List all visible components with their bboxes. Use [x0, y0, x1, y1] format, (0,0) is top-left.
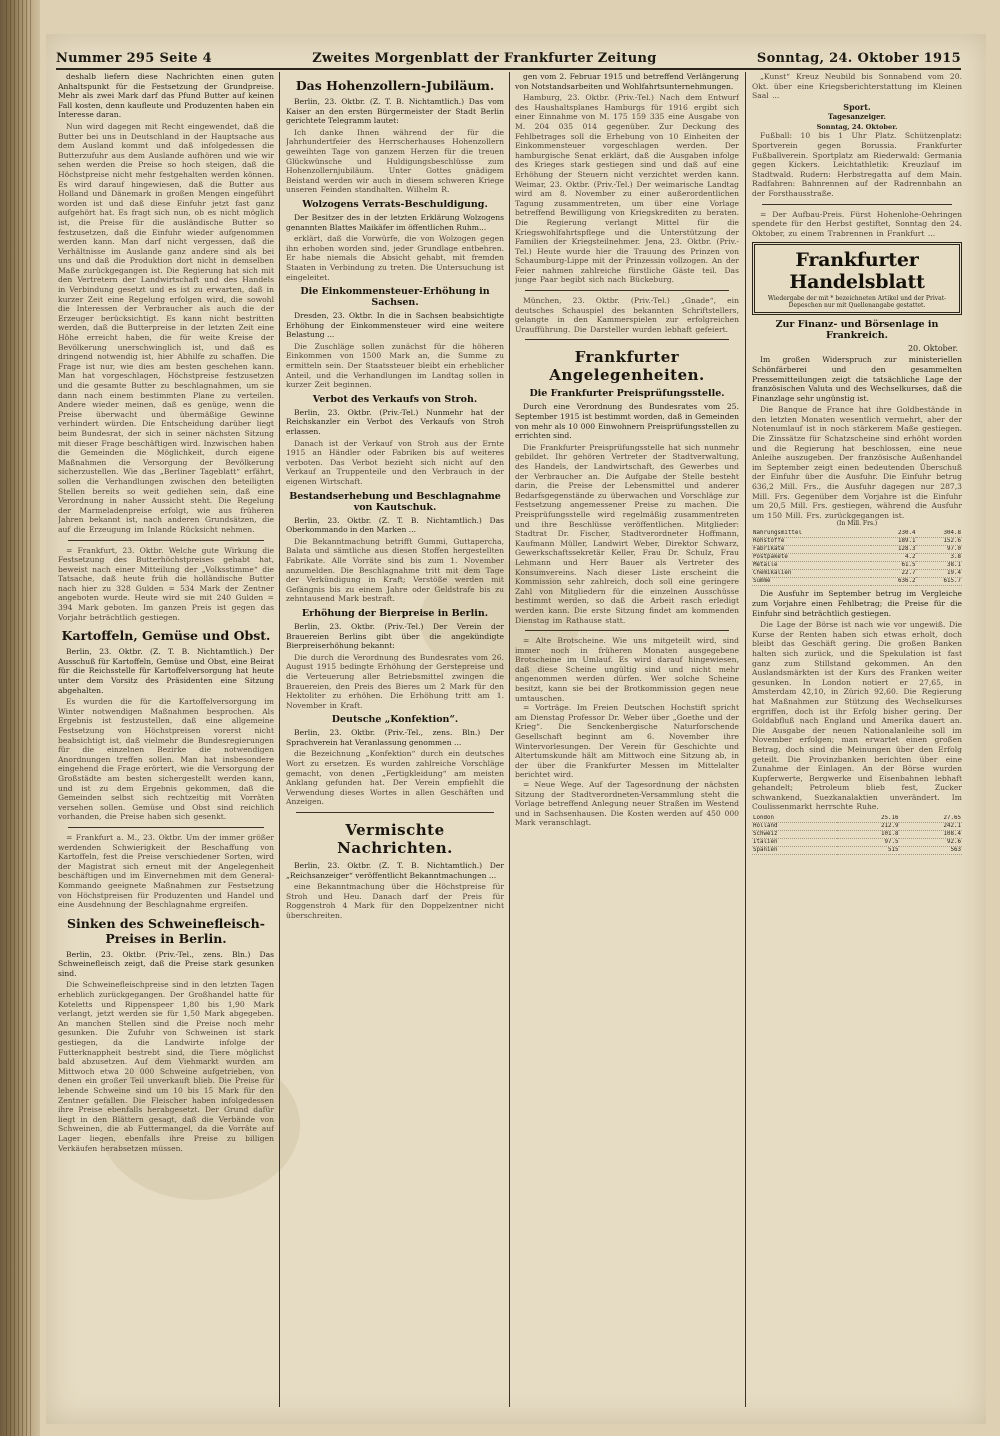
separator [68, 827, 264, 828]
table-cell: 108.4 [899, 831, 962, 839]
column-4 [752, 72, 962, 1412]
body-text: München, 23. Oktbr. (Priv.-Tel.) „Gnade“, ein deutsches Schauspiel des bekannten Schriftstellers, gelangte in den Kammerspielen zur erfolgreichen Uraufführung. Die Darsteller wurden lebhaft gefeiert. [515, 296, 739, 334]
column-rule [509, 72, 510, 1407]
table-cell: 636.2 [871, 578, 917, 586]
separator [762, 204, 952, 205]
table-row [752, 570, 962, 578]
body-text: Nun wird dagegen mit Recht eingewendet, daß die Butter bei uns in Deutschland in der Hauptsache aus dem Ausland kommt und daß infolgedessen die Butterzufuhr aus dem Auslande aufhören und wie wir sehen werden die Preise so hoch steigen, daß die Höchstpreise nicht mehr festgehalten werden können. Es wird darauf hingewiesen, daß die Butter aus Holland und Dänemark in großen Mengen eingeführt worden ist und daß diese Einfuhr jetzt fast ganz aufgehört hat. Es fragt sich nun, ob es nicht möglich ist, die Preise für die ausländische Butter so festzusetzen, daß die Einfuhr wieder aufgenommen werden kann. Man darf nicht vergessen, daß die Verhältnisse im Auslande ganz andere sind als bei uns und daß die Produktion dort nicht in demselben Maße zurückgegangen ist. Die Regierung hat sich mit den Vertretern der Landwirtschaft und des Handels in Verbindung gesetzt und es ist zu erwarten, daß in kurzer Zeit eine Regelung erfolgen wird, die sowohl die Interessen der Verbraucher als auch die der Erzeuger berücksichtigt. Es kann nicht bestritten werden, daß die Butterpreise in der letzten Zeit eine Höhe erreicht haben, die für weite Kreise der Bevölkerung unerschwinglich ist, und daß es dringend notwendig ist, hier Abhilfe zu schaffen. Die Frage ist nur, wie dies am besten geschehen kann. Man hat vorgeschlagen, Höchstpreise festzusetzen und die gesamte Butter zu beschlagnahmen, um sie dann nach einem bestimmten Plane zu verteilen. Andere wieder meinen, daß es genüge, wenn die Preise überwacht und übermäßige Gewinne verhindert würden. Die Entscheidung darüber liegt beim Bundesrat, der sich in seiner nächsten Sitzung mit dieser Frage beschäftigen wird. Inzwischen haben die Gemeinden die Möglichkeit, durch eigene Maßnahmen die Versorgung der Bevölkerung sicherzustellen. Wie das „Berliner Tageblatt“ erfährt, sollen die Verhandlungen zwischen den beteiligten Stellen bereits so weit gediehen sein, daß eine Verordnung in naher Aussicht steht. Die Regelung der Marmeladenpreise erfolgt, wie aus früheren Jahren bekannt ist, nach anderen Grundsätzen, die auf die Erzeugung im Inlande Rücksicht nehmen. [58, 121, 274, 534]
table-cell: 38.1 [916, 562, 962, 570]
table-cell: 189.1 [871, 538, 917, 546]
dateline: 20. Oktober. [907, 344, 958, 354]
table-cell: 230.4 [871, 530, 917, 538]
body-text: Die Zuschläge sollen zunächst für die höheren Einkommen von 1500 Mark an, die Summe zu ermitteln sein. Der Staatssteuer bleibt ein erheblicher Anteil, und die Verhandlungen im Landtag sollen in kurzer Zeit beginnen. [286, 341, 504, 390]
body-text: Danach ist der Verkauf von Stroh aus der Ernte 1915 an Händler oder Fabriken bis auf weiteres verboten. Das Verbot bezieht sich nicht auf den Verkauf an Truppenteile und den Verbrauch in der eigenen Wirtschaft. [286, 438, 504, 486]
table-cell: 25.16 [837, 815, 900, 823]
table-cell: Holland [752, 823, 837, 831]
table-cell: 97.0 [916, 546, 962, 554]
table-cell: 128.3 [871, 546, 917, 554]
table-cell: Rohstoffe [752, 538, 871, 546]
table-row [752, 839, 962, 847]
table-cell: Metalle [752, 562, 871, 570]
body-text: Fußball: 10 bis 1 Uhr Platz. Schützenplatz: Sportverein gegen Borussia. Frankfurter Fußballverein. Sportplatz am Riederwald: Germania gegen Kickers. Leichtathletik: Kreuzlauf im Stadtwald. Rudern: Herbstregatta auf dem Main. Radfahren: Bahnrennen auf der Radrennbahn an der Forsthausstraße. [752, 131, 962, 198]
header-center: Zweites Morgenblatt der Frankfurter Zeitung [312, 50, 657, 66]
book-binding [0, 0, 40, 1436]
body-text: „Kunst“ Kreuz Neubild bis Sonnabend vom 20. Okt. über eine Kriegsberichterstattung im Kleinen Saal ... [752, 72, 962, 101]
section-title: Sinken des Schweinefleisch-Preises in Berlin. [67, 915, 265, 946]
table-cell: 19.4 [916, 570, 962, 578]
section-title: Zur Finanz- und Börsenlage in Frankreich. [775, 319, 939, 342]
body-text: Es wurden die für die Kartoffelversorgung im Winter notwendigen Maßnahmen besprochen. Als Ergebnis ist festzustellen, daß eine allgemeine Festsetzung von Höchstpreisen vorerst nicht beabsichtigt ist, daß vielmehr die Bundesregierungen für die einzelnen Bezirke die notwendigen Anordnungen treffen sollen. Man hat insbesondere eingehend die Frage erörtert, wie die Versorgung der Großstädte am besten sichergestellt werden kann, und ist zu dem Ergebnis gekommen, daß die Gemeinden selbst sich rechtzeitig mit Vorräten versehen sollen. Gemüse und Obst sind reichlich vorhanden, die Preise haben sich gesenkt. [58, 697, 274, 822]
table-cell: Nahrungsmittel [752, 530, 871, 538]
body-text: = Frankfurt, 23. Oktbr. Welche gute Wirkung die Festsetzung des Butterhöchstpreises gehabt hat, beweist nach einer Mitteilung der „Volksstimme“ die Tatsache, daß heute früh die holländische Butter nach hier zu 328 Gulden = 534 Mark der Zentner angeboten wurde. Heute wird sie mit 240 Gulden = 394 Mark geboten. Im ganzen Preis ist gegen das Vorjahr beträchtlich gestiegen. [58, 545, 274, 622]
body-text: = Der Aufbau-Preis. Fürst Hohenlohe-Oehringen spendete für den Herbst gestiftet, Sonntag den 24. Oktober, zu einem Trabrennen in Frankfurt ... [752, 209, 962, 238]
table-row [752, 530, 962, 538]
body-text: = Vorträge. Im Freien Deutschen Hochstift spricht am Dienstag Professor Dr. Weber über „Goethe und der Krieg“. Die Senckenbergische Naturforschende Gesellschaft beginnt am 6. November ihre Wintervorlesungen. Der Verein für Geschichte und Altertumskunde hält am Mittwoch eine Sitzung ab, in der über die Frankfurter Messen im Mittelalter berichtet wird. [515, 703, 739, 780]
body-text: Die Bekanntmachung betrifft Gummi, Guttapercha, Balata und sämtliche aus diesen Stoffen hergestellten Fabrikate. Alle Vorräte sind bis zum 1. November anzumelden. Die Beschlagnahme tritt mit dem Tage der Verkündigung in Kraft; Verstöße werden mit Gefängnis bis zu einem Jahre oder Geldstrafe bis zu zehntausend Mark bestraft. [286, 536, 504, 604]
column-rule [745, 72, 746, 1407]
table-cell: 61.5 [871, 562, 917, 570]
column-intro: gen vom 2. Februar 1915 und betreffend Verlängerung von Notstandsarbeiten und Wohlfahrtsunternehmungen. [515, 72, 739, 91]
section-text: Berlin, 23. Oktbr. (Priv.-Tel., zens. Bln.) Das Schweinefleisch zeigt, daß die Preise stark gesunken sind. [58, 949, 274, 978]
column-1 [58, 72, 274, 1412]
section-text: Berlin, 23. Oktbr. (Z. T. B. Nichtamtlich.) Das vom Kaiser an den ersten Bürgermeister der Stadt Berlin gerichtete Telegramm lautet: [286, 97, 504, 126]
header-right: Sonntag, 24. Oktober 1915 [756, 50, 961, 66]
section-title: Die Frankfurter Preisprüfungsstelle. [529, 388, 725, 400]
section-text: Berlin, 23. Oktbr. (Priv.-Tel.) Der Verein der Brauereien Berlins gibt über die angekündigte Bierpreiserhöhung bekannt: [286, 621, 504, 651]
section-text: Berlin, 23. Oktbr. (Z. T. B. Nichtamtlich.) Der „Reichsanzeiger“ veröffentlicht Bekanntmachungen ... [286, 861, 504, 880]
table-cell: Schweiz [752, 831, 837, 839]
table-cell: 92.6 [899, 839, 962, 847]
section-title: Die Einkommensteuer-Erhöhung in Sachsen. [300, 286, 490, 309]
body-text: Die Lage der Börse ist nach wie vor ungewiß. Die Kurse der Renten haben sich etwas erholt, doch bleibt das Geschäft gering. Die großen Banken halten sich zurück, und die Spekulation ist fast ganz zum Stillstand gekommen. An den Auslandsmärkten ist der Kurs des Franken weiter gesunken. In London notiert er 27,65, in Amsterdam 42,10, in Zürich 92,60. Die Regierung hat Maßnahmen zur Stützung des Wechselkurses ergriffen, doch ist ihr Erfolg bisher gering. Der Goldabfluß nach England und Amerika dauert an. Die Ausgabe der neuen Nationalanleihe soll im November erfolgen; man erwartet einen großen Betrag, doch sind die Meinungen über den Erfolg geteilt. Die Provinzbanken berichten über eine Zunahme der Einlagen. An der Börse wurden Kupferwerte, Bergwerke und Eisenbahnen lebhaft gehandelt; Petroleum blieb fest, Zucker schwankend, Suezkanalaktien unverändert. Im Coulissenmarkt herrschte Ruhe. [752, 620, 962, 812]
table-cell: Postpakete [752, 554, 871, 562]
section-text: Berlin, 23. Oktbr. (Priv.-Tel.) Nunmehr hat der Reichskanzler ein Verbot des Verkaufs von Stroh erlassen. [286, 407, 504, 437]
table-cell: 152.6 [916, 538, 962, 546]
handelsblatt-subtitle: Wiedergabe der mit * bezeichneten Artikel und der Privat-Depeschen nur mit Quellenangabe gestattet. [767, 295, 947, 310]
table-row [752, 554, 962, 562]
section-text: Im großen Widerspruch zur ministeriellen Schönfärberei und den gesammelten Pressemitteilungen zeigt die tatsächliche Lage der französischen Valuta und des Wechselkurses, daß die Finanzlage sehr ungünstig ist. [752, 355, 962, 403]
table-title: (In Mill. Frs.) [836, 520, 878, 528]
table-cell: Chemikalien [752, 570, 871, 578]
table-cell: 3.8 [916, 554, 962, 562]
section-text: Der Besitzer des in der letzten Erklärung Wolzogens genannten Blattes Maikäfer im öffentlichen Ruhm... [286, 212, 504, 232]
table-row [752, 815, 962, 823]
body-text: eine Bekanntmachung über die Höchstpreise für Stroh und Heu. Danach darf der Preis für Roggenstroh 4 Mark für den Doppelzentner nicht überschreiten. [286, 882, 504, 920]
section-text: Berlin, 23. Oktbr. (Z. T. B. Nichtamtlich.) Der Ausschuß für Kartoffeln, Gemüse und Obst, eine Beirat für die Reichsstelle für Kartoffelversorgung hat heute unter dem Vorsitz des Präsidenten eine Sitzung abgehalten. [58, 647, 274, 695]
separator [296, 812, 494, 813]
table-cell: 242.1 [899, 823, 962, 831]
trade-table [752, 530, 962, 586]
body-text: Die Banque de France hat ihre Goldbestände in den letzten Monaten wesentlich vermehrt, aber der Notenumlauf ist in noch stärkerem Maße gestiegen. Die Zinssätze für Schatzscheine sind erhöht worden und die Regierung hat beschlossen, eine neue Anleihe auszugeben. Der französische Außenhandel im September zeigt einen bedeutenden Überschuß der Einfuhr über die Ausfuhr. Die Einfuhr betrug 636,2 Mill. Frs., die Ausfuhr dagegen nur 287,3 Mill. Frs. Gegenüber dem Vorjahre ist die Einfuhr um 20,5 Mill. Frs. gestiegen, während die Ausfuhr um 150 Mill. Frs. zurückgegangen ist. [752, 405, 962, 520]
table-cell: 101.8 [837, 831, 900, 839]
body-text: Die Frankfurter Preisprüfungsstelle hat sich nunmehr gebildet. Ihr gehören Vertreter der Stadtverwaltung, des Handels, der Landwirtschaft, des Gewerbes und der Verbraucher an. Die Aufgabe der Stelle besteht darin, die Preise der Lebensmittel und anderer Bedarfsgegenstände zu überwachen und Vorschläge zur Festsetzung angemessener Preise zu machen. Die Preisprüfungsstelle wird regelmäßig zusammentreten und ihre Beschlüsse veröffentlichen. Mitglieder: Stadtrat Dr. Fischer, Stadtverordneter Hoffmann, Kaufmann Müller, Landwirt Weber, Direktor Schwarz, Gewerkschaftssekretär Keller, Frau Dr. Schulz, Frau Lehmann und Herr Bauer als Vertreter des Konsumvereins. Nach dieser Liste erscheint die Kommission sehr zahlreich, doch soll eine geringere Zahl von Mitgliedern für die einzelnen Ausschüsse bestimmt werden, so daß die Arbeit rasch erledigt werden kann. Die erste Sitzung findet am kommenden Dienstag im Rathause statt. [515, 442, 739, 625]
handelsblatt-title: Frankfurter Handelsblatt [789, 249, 925, 294]
table-cell: 212.9 [837, 823, 900, 831]
page-header [56, 48, 961, 70]
body-text: Ich danke Ihnen während der für die Jahrhundertfeier des Herrscherhauses Hohenzollern geweihten Tage von ganzem Herzen für die treuen Glückwünsche und Huldigungsbeschlüsse zum Hohenzollernjubiläum. Unter Gottes gnädigem Beistand werden wir auch in diesem schweren Kriege unseren Feinden standhalten. Wilhelm R. [286, 127, 504, 195]
section-text: Berlin, 23. Oktbr. (Priv.-Tel., zens. Bln.) Der Sprachverein hat Veranlassung genommen ... [286, 728, 504, 747]
sport-date: Sonntag, 24. Oktober. [816, 123, 898, 132]
table-cell: Summe [752, 578, 871, 586]
separator [525, 290, 729, 291]
body-text: Hamburg, 23. Oktbr. (Priv.-Tel.) Nach dem Entwurf des Haushaltsplanes Hamburgs für 1916 ergibt sich einer Einnahme von M. 175 159 335 eine Ausgabe von M. 204 035 014 gegenüber. Zur Deckung des Fehlbetrages soll die Erhebung von 10 Einheiten der Einkommensteuer vorgeschlagen werden. Der hamburgische Senat erklärt, daß die Ausgaben infolge des Krieges stark gestiegen sind und daß auf eine Erhöhung der Steuern nicht verzichtet werden kann. Weimar, 23. Oktbr. (Priv.-Tel.) Der weimarische Landtag wird am 8. November zu einer außerordentlichen Tagung zusammentreten, um über eine Vorlage betreffend Bewilligung von Kriegskrediten zu beraten. Die Regierung verlangt Mittel für die Kriegswohlfahrtspflege und die Unterstützung der Familien der Kriegsteilnehmer. Jena, 23. Oktbr. (Priv.-Tel.) Heute wurde hier die Trauung des Prinzen von Schaumburg-Lippe mit der Prinzessin vollzogen. An der Feier nahmen zahlreiche fürstliche Gäste teil. Das junge Paar begibt sich nach Bückeburg. [515, 93, 739, 285]
separator [525, 630, 729, 631]
separator [525, 339, 729, 340]
body-text: Die durch die Verordnung des Bundesrates vom 26. August 1915 bedingte Erhöhung der Gerstepreise und die Verteuerung aller Betriebsmittel zwingen die Brauereien, den Preis des Bieres um 2 Mark für den Hektoliter zu erhöhen. Die Erhöhung tritt am 1. November in Kraft. [286, 652, 504, 710]
header-left: Nummer 295 Seite 4 [56, 50, 212, 66]
section-title: Deutsche „Konfektion“. [331, 714, 459, 726]
table-row [752, 538, 962, 546]
column-2 [286, 72, 504, 1412]
table-cell: Italien [752, 839, 837, 847]
table-cell: 304.8 [916, 530, 962, 538]
body-text: = Neue Wege. Auf der Tagesordnung der nächsten Sitzung der Stadtverordneten-Versammlung steht die Vorlage betreffend Anlegung neuer Straßen im Westend und in Sachsenhausen. Die Kosten werden auf 450 000 Mark veranschlagt. [515, 780, 739, 828]
section-title: Bestandserhebung und Beschlagnahme von Kautschuk. [289, 490, 501, 513]
section-title: Kartoffeln, Gemüse und Obst. [61, 628, 271, 644]
table-cell: London [752, 815, 837, 823]
table-cell: 615.7 [916, 578, 962, 586]
table-cell: 515 [837, 847, 900, 855]
sport-box [752, 103, 962, 199]
table-row [752, 823, 962, 831]
section-title: Frankfurter Angelegenheiten. [549, 348, 705, 385]
column-intro: deshalb liefern diese Nachrichten einen guten Anhaltspunkt für die Festsetzung der Grundpreise. Mehr als zwei Mark darf das Pfund Butter auf keinen Fall kosten, denn kaufleute und Produzenten haben ein Interesse daran. [58, 72, 274, 120]
table-row [752, 562, 962, 570]
table-row [752, 546, 962, 554]
table-cell: Fabrikate [752, 546, 871, 554]
table-cell: 563 [899, 847, 962, 855]
section-text: Berlin, 23. Oktbr. (Z. T. B. Nichtamtlich.) Das Oberkommando in den Marken ... [286, 515, 504, 535]
sport-title: Sport. [843, 101, 871, 112]
section-title: Wolzogens Verrats-Beschuldigung. [302, 198, 488, 210]
table-cell: 22.7 [871, 570, 917, 578]
section-title: Erhöhung der Bierpreise in Berlin. [301, 607, 489, 619]
section-text: Dresden, 23. Oktbr. In die in Sachsen beabsichtigte Erhöhung der Einkommensteuer wird eine weitere Belastung ... [286, 311, 504, 340]
binding-stripes [6, 0, 34, 1436]
section-title: Verbot des Verkaufs von Stroh. [312, 393, 478, 405]
table-row [752, 847, 962, 855]
table-cell: 4.2 [871, 554, 917, 562]
body-text: = Frankfurt a. M., 23. Oktbr. Um der immer größer werdenden Schwierigkeit der Beschaffung von Kartoffeln, fest die Preise verschiedener Sorten, wird der Magistrat sich erneut mit der Angelegenheit beschäftigen und im Einvernehmen mit dem General-Kommando geeignete Maßnahmen zur Festsetzung von Höchstpreisen für Produzenten und Handel und eine Ausdehnung der Beschlagnahme ergreifen. [58, 832, 274, 910]
section-text: Die Ausfuhr im September betrug im Vergleiche zum Vorjahre einen Fehlbetrag; die Preise für die Einfuhr sind beträchtlich gestiegen. [752, 589, 962, 618]
section-text: Durch eine Verordnung des Bundesrates vom 25. September 1915 ist bestimmt worden, daß in Gemeinden von mehr als 10 000 Einwohnern Preisprüfungsstellen zu errichten sind. [515, 402, 739, 441]
table-cell: Spanien [752, 847, 837, 855]
body-text: Die Schweinefleischpreise sind in den letzten Tagen erheblich zurückgegangen. Der Großhandel hatte für Koteletts und Rippenspeer 1,80 bis 1,90 Mark verlangt, jetzt werden sie für 1,50 Mark abgegeben. An manchen Stellen sind die Preise noch mehr gesunken. Die Zufuhr von Schweinen ist stark gestiegen, da die Landwirte infolge der Futterknappheit bestrebt sind, die Tiere möglichst bald abzusetzen. Auf dem Viehmarkt wurden am Mittwoch etwa 20 000 Schweine aufgetrieben, von denen ein großer Teil unverkauft blieb. Die Preise für lebende Schweine sind um 10 bis 15 Mark für den Zentner gefallen. Die Fleischer haben infolgedessen ihre Preise ebenfalls herabgesetzt. Der Grund dafür liegt in den Blättern gesagt, daß die Verbände von Schweinen, die ab Futtermangel, da die Vorräte auf Lager liegen, ebenfalls ihre Preise zu billigen Verkäufen herabsetzen müssen. [58, 980, 274, 1153]
section-title: Vermischte Nachrichten. [337, 821, 453, 858]
column-3 [515, 72, 739, 1412]
body-text: = Alte Brotscheine. Wie uns mitgeteilt wird, sind immer noch in früheren Monaten ausgegebene Brotscheine im Umlauf. Es wird darauf hingewiesen, daß diese Scheine ungültig sind und nicht mehr angenommen werden dürfen. Wer solche Scheine besitzt, kann sie bei der Brotkommission gegen neue umtauschen. [515, 636, 739, 703]
column-rule [279, 72, 280, 1407]
exchange-table [752, 815, 962, 855]
body-text: erklärt, daß die Vorwürfe, die von Wolzogen gegen ihn erhoben worden sind, jeder Grundlage entbehren. Er habe niemals die Absicht gehabt, mit fremden Staaten in Verbindung zu treten. Die Untersuchung ist eingeleitet. [286, 234, 504, 282]
separator [68, 540, 264, 541]
handelsblatt-masthead [752, 242, 962, 315]
table-cell: 97.5 [837, 839, 900, 847]
table-row [752, 578, 962, 586]
table-row [752, 831, 962, 839]
body-text: die Bezeichnung „Konfektion“ durch ein deutsches Wort zu ersetzen. Es wurden zahlreiche Vorschläge gemacht, von denen „Fertigkleidung“ am meisten Anklang gefunden hat. Der Verein empfiehlt die Verwendung dieses Wortes in allen Geschäften und Anzeigen. [286, 749, 504, 807]
section-title: Das Hohenzollern-Jubiläum. [295, 78, 495, 93]
sport-subtitle: Tagesanzeiger. [828, 111, 886, 121]
table-cell: 27.65 [899, 815, 962, 823]
